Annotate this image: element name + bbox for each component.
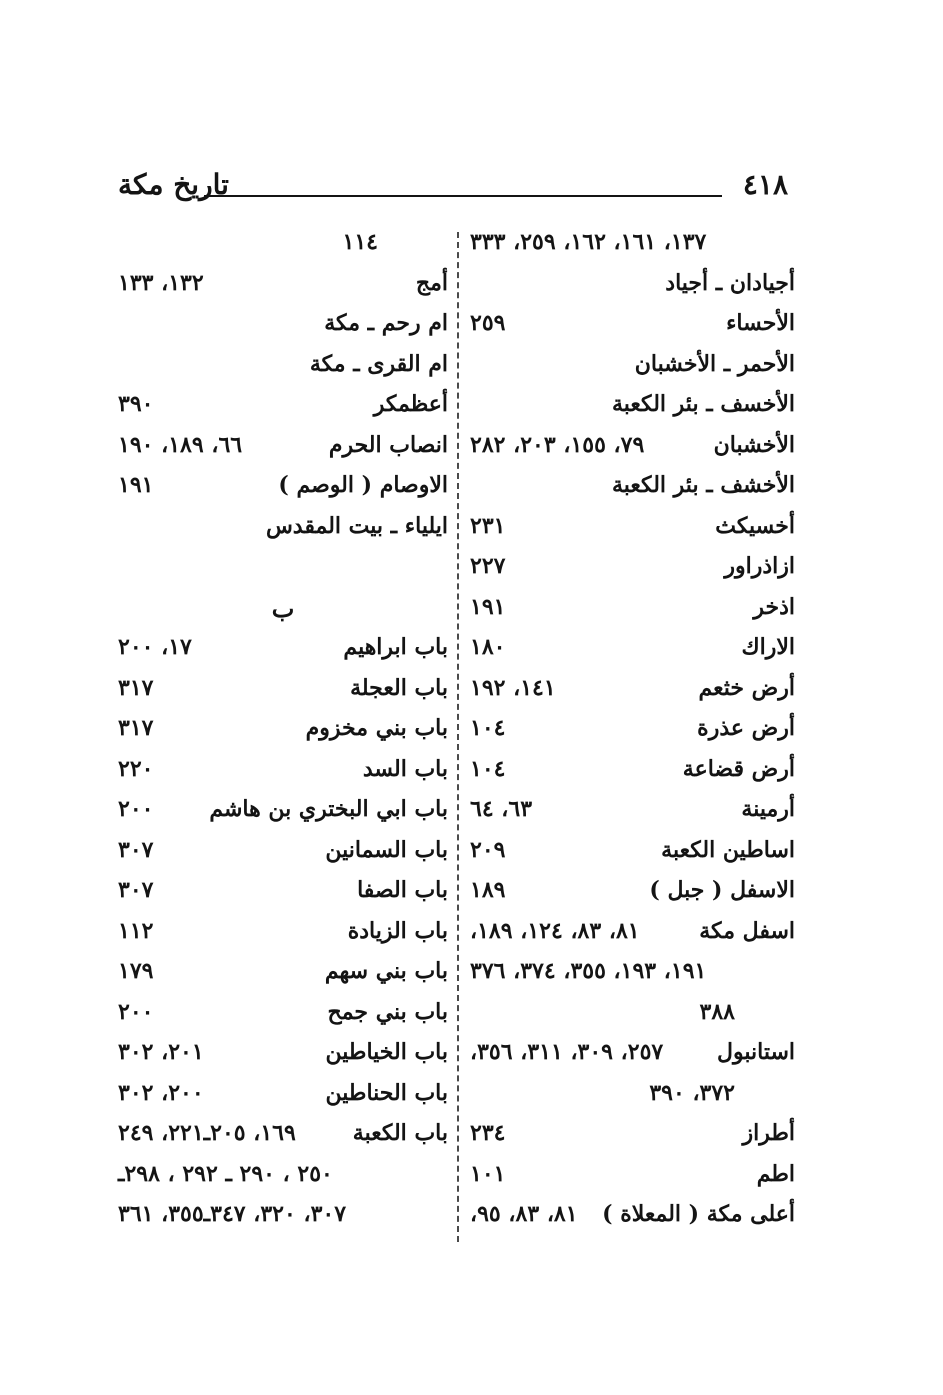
index-entry [470,833,795,874]
index-entry [118,995,448,1036]
index-entry [470,549,795,590]
index-entry [118,428,448,469]
index-entry [470,347,795,388]
index-column-left [118,225,448,1245]
index-entry [118,873,448,914]
index-entry [118,509,448,550]
index-entry [118,306,448,347]
index-entry [118,387,448,428]
index-entry [470,1116,795,1157]
entry-term: الأحساء [726,310,795,336]
header-rule [204,195,722,197]
entry-term: اسفل مكة [699,917,795,944]
continuation-pages: ١١٤ [342,229,378,255]
entry-term: انصاب الحرم [328,431,448,458]
entry-pages: ٢٠٠، ٣٠٢ [118,1079,204,1106]
entry-pages: ٢٥٧، ٣٠٩، ٣١١، ٣٥٦، [470,1039,664,1065]
entry-term: باب الخياطين [325,1039,448,1065]
blank-row [118,549,448,590]
entry-pages: ١٧٩ [118,958,154,984]
entry-pages: ١٩١ [470,593,506,620]
index-entry [470,914,795,955]
entry-pages: ١٠٤ [470,755,506,782]
index-entry [118,792,448,833]
entry-pages: ١٧، ٢٠٠ [118,634,192,660]
entry-continuation [470,1076,795,1117]
entry-pages: ٣١٧ [118,715,154,741]
entry-continuation [118,225,448,266]
entry-pages: ١١٢ [118,917,154,944]
index-entry [118,1076,448,1117]
entry-pages: ١٦٩، ٢٠٥ـ٢٢١، ٢٤٩ [118,1120,296,1146]
entry-term: أجيادان ـ أجياد [665,269,795,296]
entry-continuation [470,954,795,995]
index-entry [470,671,795,712]
entry-term: باب الصفا [357,877,448,903]
index-entry [470,468,795,509]
entry-pages: ٢٣٤ [470,1120,506,1146]
index-entry [118,347,448,388]
entry-pages: ٢٠٠ [118,998,154,1025]
entry-pages: ٣٠٧ [118,877,154,903]
entry-term: اساطين الكعبة [661,836,795,863]
entry-pages: ٢٠٠ [118,796,154,822]
entry-term: اطم [756,1160,795,1187]
continuation-pages: ٢٥٠ ، ٢٩٠ ـ ٢٩٢ ، ٢٩٨ـ [118,1160,333,1187]
section-letter [118,590,448,631]
index-entry [118,1035,448,1076]
entry-term: الاوصام ( الوصم ) [278,472,448,498]
entry-pages: ٢٣١ [470,512,506,539]
entry-pages: ٢٢٠ [118,755,154,782]
entry-term: أعلى مكة ( المعلاة ) [602,1201,795,1227]
entry-pages: ٨١، ٨٣، ٩٥، [470,1201,578,1227]
entry-pages: ٢٠١، ٣٠٢ [118,1039,204,1065]
continuation-pages: ٣٨٨ [699,998,735,1025]
entry-term: ام رحم ـ مكة [324,310,448,336]
entry-term: باب بني مخزوم [305,715,448,741]
entry-pages: ٣٩٠ [118,391,154,417]
entry-term: أطراز [742,1120,795,1146]
entry-pages: ١٠١ [470,1160,506,1187]
entry-term: استانبول [717,1039,795,1065]
entry-pages: ١٣٢، ١٣٣ [118,269,204,296]
entry-term: باب الزيادة [347,917,448,944]
entry-term: باب بني جمح [327,998,448,1025]
entry-term: باب ابراهيم [343,634,448,660]
index-entry [470,873,795,914]
entry-pages: ١٨٩ [470,877,506,903]
index-entry [470,590,795,631]
entry-term: ازاذراور [724,553,795,579]
index-entry [118,833,448,874]
entry-pages: ١٨٠ [470,634,506,660]
index-entry [470,387,795,428]
continuation-pages: ٣٧٢، ٣٩٠ [649,1079,735,1106]
entry-term: ايلياء ـ بيت المقدس [265,512,448,539]
entry-continuation [118,1157,448,1198]
book-title: تاريخ مكة [118,168,229,201]
index-entry [470,1197,795,1238]
entry-term: أرض عذرة [697,715,795,741]
entry-term: باب السد [362,755,448,782]
page-header [118,168,788,208]
entry-continuation [470,995,795,1036]
index-entry [118,266,448,307]
entry-term: ام القرى ـ مكة [309,350,448,377]
entry-term: أرمينة [741,796,795,822]
entry-pages: ٣١٧ [118,674,154,701]
index-entry [470,428,795,469]
index-entry [470,1035,795,1076]
entry-pages: ٢٢٧ [470,553,506,579]
entry-pages: ١٩١ [118,472,154,498]
entry-pages: ٢٠٩ [470,836,506,863]
entry-pages: ٣٠٧ [118,836,154,863]
index-entry [470,306,795,347]
column-divider [457,232,459,1242]
index-entry [470,630,795,671]
index-entry [470,266,795,307]
index-entry [118,752,448,793]
entry-pages: ٨١، ٨٣، ١٢٤، ١٨٩، [470,917,640,944]
index-entry [470,711,795,752]
index-entry [470,509,795,550]
entry-pages: ٢٥٩ [470,310,506,336]
page-number: ٤١٨ [742,168,788,201]
entry-term: أرض خثعم [698,674,795,701]
continuation-pages: ١٩١، ١٩٣، ٣٥٥، ٣٧٤، ٣٧٦ [470,958,707,984]
index-entry [118,711,448,752]
index-entry [470,1157,795,1198]
entry-term: باب ابي البختري بن هاشم [209,796,448,822]
continuation-pages: ٣٠٧، ٣٢٠، ٣٤٧ـ٣٥٥، ٣٦١ [118,1201,347,1227]
index-entry [118,1116,448,1157]
entry-pages: ٦٣، ٦٤ [470,796,533,822]
index-entry [118,468,448,509]
entry-term: أخسيكث [715,512,795,539]
entry-term: الأخشف ـ بئر الكعبة [612,472,795,498]
entry-term: الاسفل ( جبل ) [649,877,795,903]
entry-term: أعظمكر [373,391,448,417]
index-entry [470,792,795,833]
index-entry [118,630,448,671]
entry-term: باب الحناطين [325,1079,448,1106]
section-letter-heading: ب [271,593,295,623]
entry-term: الأخشبان [713,431,795,458]
entry-pages: ١٠٤ [470,715,506,741]
index-entry [118,671,448,712]
index-entry [118,914,448,955]
entry-term: اذخر [753,593,795,620]
index-column-right [470,225,795,1245]
entry-term: أرض قضاعة [682,755,795,782]
entry-continuation [470,225,795,266]
entry-term: باب السمانين [325,836,448,863]
entry-term: الاراك [741,634,795,660]
continuation-pages: ١٣٧، ١٦١، ١٦٢، ٢٥٩، ٣٣٣ [470,229,707,255]
index-entry [470,752,795,793]
entry-term: باب بني سهم [324,958,448,984]
entry-term: أمج [415,269,448,296]
entry-pages: ٦٦، ١٨٩، ١٩٠ [118,431,243,458]
entry-continuation [118,1197,448,1238]
entry-term: الأخسف ـ بئر الكعبة [612,391,795,417]
entry-term: باب العجلة [350,674,448,701]
entry-pages: ٧٩، ١٥٥، ٢٠٣، ٢٨٢ [470,431,645,458]
entry-pages: ١٤١، ١٩٢ [470,674,556,701]
entry-term: باب الكعبة [352,1120,448,1146]
index-entry [118,954,448,995]
entry-term: الأحمر ـ الأخشبان [634,350,795,377]
